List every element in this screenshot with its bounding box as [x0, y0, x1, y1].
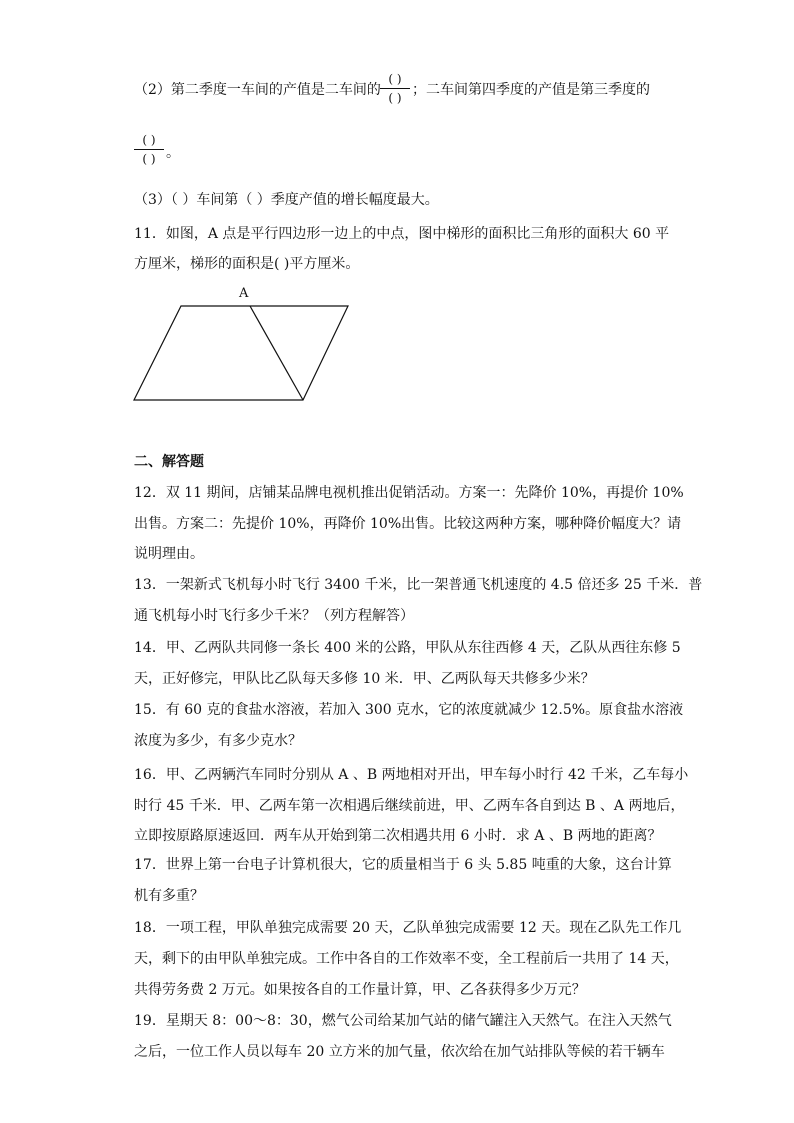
q10-part2-a: （2）第二季度一车间的产值是二车间的	[134, 82, 381, 98]
problem-line: 天，正好修完，甲队比乙队每天多修 10 米．甲、乙两队每天共修多少米？	[134, 671, 595, 687]
problem-line: 15．有 60 克的食盐水溶液，若加入 300 克水，它的浓度就减少 12.5%。原食盐水溶液	[134, 702, 684, 718]
q10-part3: （3）（ ）车间第（ ）季度产值的增长幅度最大。	[134, 192, 439, 208]
frac-num: ( )	[388, 72, 402, 86]
parallelogram	[134, 306, 348, 400]
problem-line: 13．一架新式飞机每小时飞行 3400 千米，比一架普通飞机速度的 4.5 倍还多 25 千米．普	[134, 577, 703, 593]
problem-line: 通飞机每小时飞行多少千米？（列方程解答）	[134, 608, 414, 624]
problem-line: 14．甲、乙两队共同修一条长 400 米的公路，甲队从东往西修 4 天，乙队从西往东修 5	[134, 640, 681, 656]
segment-a-to-corner	[250, 306, 303, 400]
problem-line: 之后，一位工作人员以每车 20 立方米的加气量，依次给在加气站排队等候的若干辆车	[134, 1044, 665, 1060]
problem-line: 立即按原路原速返回．两车从开始到第二次相遇共用 6 小时．求 A 、B 两地的距离？	[134, 828, 662, 844]
problem-line: 出售。方案二：先提价 10%，再降价 10%出售。比较这两种方案，哪种降价幅度大？请	[134, 516, 682, 532]
problem-line: 共得劳务费 2 万元。如果按各自的工作量计算，甲、乙各获得多少万元？	[134, 982, 586, 998]
problem-line: 浓度为多少，有多少克水？	[134, 733, 302, 749]
frac-den: ( )	[142, 152, 156, 166]
section-title: 二、解答题	[134, 454, 204, 470]
problem-line: 16．甲、乙两辆汽车同时分别从 A 、B 两地相对开出，甲车每小时行 42 千米，乙车每小	[134, 767, 689, 783]
q10-part2-b: ；二车间第四季度的产值是第三季度的	[412, 82, 650, 98]
problem-line: 说明理由。	[134, 546, 204, 562]
problem-line: 12．双 11 期间，店铺某品牌电视机推出促销活动。方案一：先降价 10%，再提价 10%	[134, 485, 684, 501]
problem-line: 时行 45 千米．甲、乙两车第一次相遇后继续前进，甲、乙两车各自到达 B 、A 两地后，	[134, 798, 685, 814]
frac-den: ( )	[388, 91, 402, 105]
frac-num: ( )	[142, 133, 156, 147]
q11-line1: 11．如图，A 点是平行四边形一边上的中点，图中梯形的面积比三角形的面积大 60 平	[134, 226, 670, 242]
problem-line: 机有多重？	[134, 888, 204, 904]
problem-line: 18．一项工程，甲队单独完成需要 20 天，乙队单独完成需要 12 天。现在乙队先工作几	[134, 920, 682, 936]
point-a-label: A	[239, 286, 249, 301]
problem-line: 17．世界上第一台电子计算机很大，它的质量相当于 6 头 5.85 吨重的大象，这台计算	[134, 857, 672, 873]
problem-line: 19．星期天 8：00～8：30，燃气公司给某加气站的储气罐注入天然气。在注入天然气	[134, 1013, 672, 1029]
q11-line2: 方厘米，梯形的面积是( )平方厘米。	[134, 256, 360, 272]
problem-line: 天，剩下的由甲队单独完成。工作中各自的工作效率不变，全工程前后一共用了 14 天，	[134, 951, 679, 967]
q10-period: 。	[166, 145, 180, 161]
